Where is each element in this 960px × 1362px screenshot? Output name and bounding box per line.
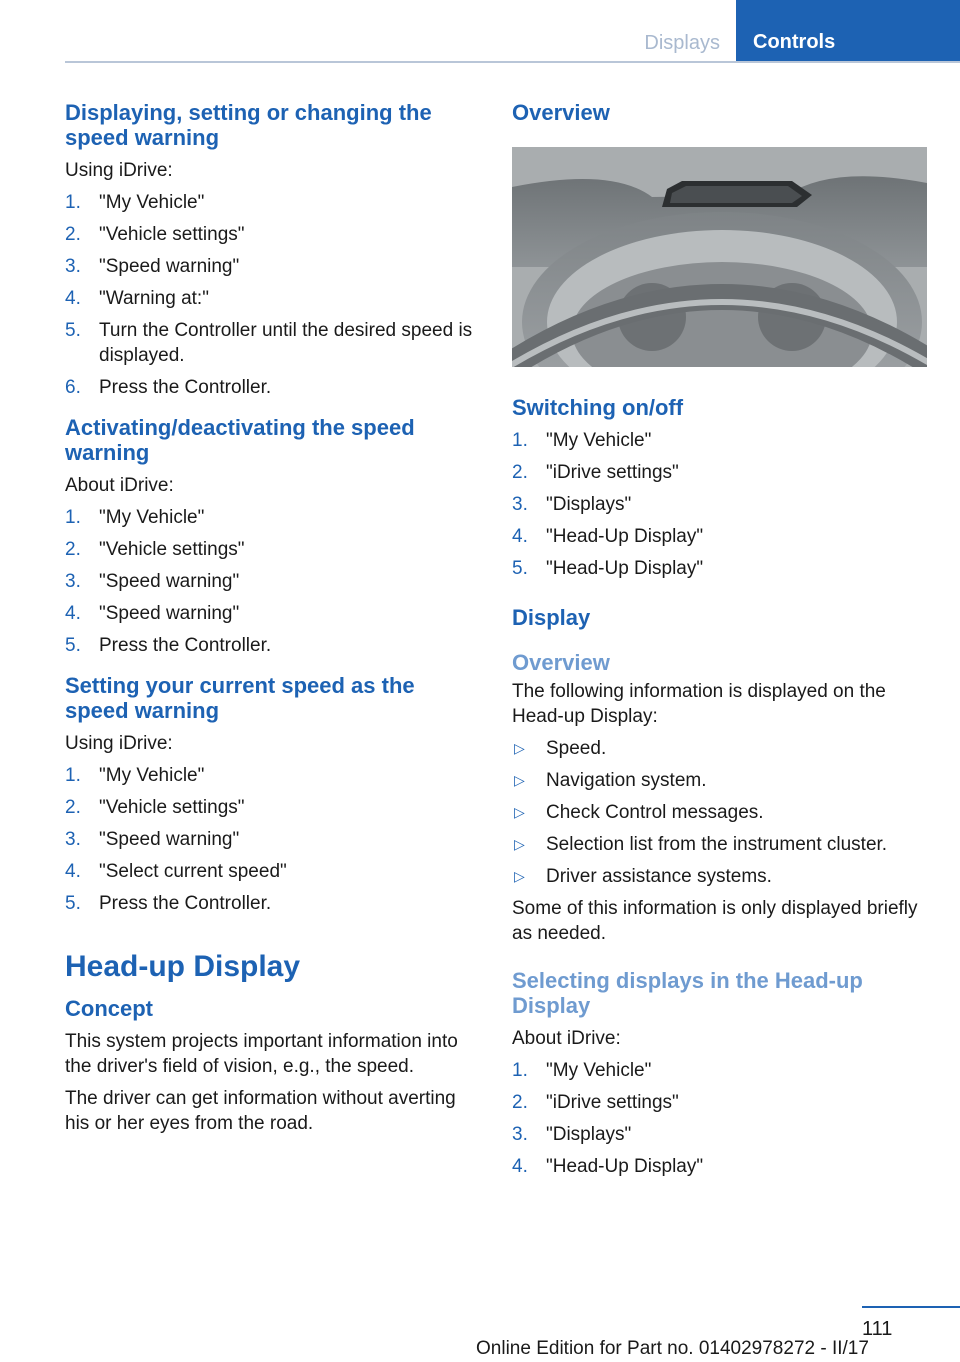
step-text: "Warning at:" bbox=[99, 288, 209, 309]
section-title-switching: Switching on/off bbox=[512, 395, 684, 420]
list-item bbox=[65, 254, 480, 279]
step-number: 3. bbox=[65, 571, 81, 592]
bullet-text: Driver assistance systems. bbox=[546, 866, 772, 887]
section-title-current-speed-warning: Setting your current speed as the speed warning bbox=[65, 673, 415, 723]
step-number: 2. bbox=[512, 1092, 528, 1113]
list-item bbox=[65, 190, 480, 215]
list-item bbox=[65, 601, 480, 626]
section-title-display: Display bbox=[512, 605, 591, 630]
step-number: 3. bbox=[512, 1124, 528, 1145]
step-text: "Head-Up Display" bbox=[546, 558, 704, 579]
list-item bbox=[65, 633, 480, 658]
head-up-display-image bbox=[512, 147, 927, 367]
step-number: 2. bbox=[65, 224, 81, 245]
bullet-list bbox=[512, 736, 927, 889]
section-intro: Using iDrive: bbox=[65, 160, 173, 181]
step-text: "My Vehicle" bbox=[546, 1060, 652, 1081]
concept-paragraph-2: The driver can get information without averting his or her eyes from the road. bbox=[65, 1088, 456, 1134]
section-intro: Using iDrive: bbox=[65, 733, 173, 754]
list-item bbox=[65, 795, 480, 820]
list-item bbox=[65, 763, 480, 788]
step-text: "Displays" bbox=[546, 1124, 632, 1145]
list-item bbox=[65, 891, 480, 916]
step-number: 1. bbox=[512, 1060, 528, 1081]
section-title-activating-speed-warning: Activating/deactivating the speed warning bbox=[65, 415, 415, 465]
step-number: 5. bbox=[65, 320, 81, 341]
step-number: 1. bbox=[65, 192, 81, 213]
footer-divider bbox=[862, 1306, 960, 1308]
step-text: "Displays" bbox=[546, 494, 632, 515]
step-text: "Vehicle settings" bbox=[99, 797, 245, 818]
step-number: 1. bbox=[65, 765, 81, 786]
step-text: "iDrive settings" bbox=[546, 462, 679, 483]
step-text: "Vehicle settings" bbox=[99, 224, 245, 245]
tab-displays[interactable]: Displays bbox=[644, 32, 720, 54]
step-number: 6. bbox=[65, 377, 81, 398]
chapter-title-head-up-display: Head-up Display bbox=[65, 950, 301, 983]
step-text: "My Vehicle" bbox=[99, 765, 205, 786]
steps-list bbox=[512, 428, 927, 581]
step-number: 4. bbox=[65, 288, 81, 309]
step-text: Turn the Controller until the desired speed is displayed. bbox=[99, 320, 473, 366]
triangle-bullet-icon: ▷ bbox=[514, 740, 525, 756]
list-item bbox=[65, 375, 480, 400]
step-number: 2. bbox=[65, 539, 81, 560]
list-item bbox=[512, 460, 927, 485]
list-item bbox=[65, 859, 480, 884]
list-item bbox=[512, 864, 927, 889]
list-item bbox=[65, 827, 480, 852]
step-number: 5. bbox=[65, 893, 81, 914]
list-item bbox=[512, 768, 927, 793]
step-number: 3. bbox=[65, 256, 81, 277]
bullet-text: Selection list from the instrument cluster. bbox=[546, 834, 888, 855]
steps-list bbox=[512, 1058, 927, 1179]
triangle-bullet-icon: ▷ bbox=[514, 804, 525, 820]
edition-note: Online Edition for Part no. 01402978272 - II/17 bbox=[476, 1338, 869, 1359]
section-intro: About iDrive: bbox=[512, 1028, 621, 1049]
step-text: Press the Controller. bbox=[99, 635, 272, 656]
header-divider bbox=[65, 61, 960, 63]
step-text: "Speed warning" bbox=[99, 603, 240, 624]
list-item bbox=[65, 222, 480, 247]
step-text: "Speed warning" bbox=[99, 256, 240, 277]
step-number: 2. bbox=[65, 797, 81, 818]
step-text: "Speed warning" bbox=[99, 571, 240, 592]
list-item bbox=[512, 492, 927, 517]
page-number: 111 bbox=[862, 1318, 893, 1340]
triangle-bullet-icon: ▷ bbox=[514, 868, 525, 884]
step-text: Press the Controller. bbox=[99, 893, 272, 914]
section-title-overview: Overview bbox=[512, 100, 610, 125]
steps-list bbox=[65, 190, 480, 400]
step-number: 1. bbox=[512, 430, 528, 451]
subsection-title-overview: Overview bbox=[512, 650, 610, 675]
concept-paragraph-1: This system projects important information into the driver's field of vision, e.g., the speed. bbox=[65, 1031, 458, 1077]
step-number: 5. bbox=[65, 635, 81, 656]
step-text: "My Vehicle" bbox=[546, 430, 652, 451]
section-title-concept: Concept bbox=[65, 996, 153, 1021]
list-item bbox=[65, 537, 480, 562]
subsection-title-selecting-displays: Selecting displays in the Head-up Display bbox=[512, 968, 863, 1018]
list-item bbox=[65, 569, 480, 594]
step-text: "Vehicle settings" bbox=[99, 539, 245, 560]
step-number: 4. bbox=[512, 526, 528, 547]
page-header bbox=[65, 0, 960, 62]
step-number: 2. bbox=[512, 462, 528, 483]
left-column bbox=[65, 100, 480, 1143]
triangle-bullet-icon: ▷ bbox=[514, 836, 525, 852]
tab-controls[interactable] bbox=[736, 0, 960, 62]
list-item bbox=[512, 556, 927, 581]
list-item bbox=[512, 1122, 927, 1147]
step-text: "Head-Up Display" bbox=[546, 1156, 704, 1177]
display-intro: The following information is displayed on the Head-up Display: bbox=[512, 681, 886, 727]
step-number: 4. bbox=[65, 861, 81, 882]
list-item bbox=[512, 1154, 927, 1179]
list-item bbox=[65, 286, 480, 311]
step-text: "Speed warning" bbox=[99, 829, 240, 850]
list-item bbox=[512, 832, 927, 857]
list-item bbox=[512, 1058, 927, 1083]
list-item bbox=[65, 318, 480, 368]
step-text: "iDrive settings" bbox=[546, 1092, 679, 1113]
bullet-text: Check Control messages. bbox=[546, 802, 764, 823]
step-text: "My Vehicle" bbox=[99, 507, 205, 528]
step-text: "My Vehicle" bbox=[99, 192, 205, 213]
step-text: "Head-Up Display" bbox=[546, 526, 704, 547]
step-number: 5. bbox=[512, 558, 528, 579]
list-item bbox=[512, 428, 927, 453]
right-column bbox=[512, 100, 927, 1194]
steps-list bbox=[65, 763, 480, 916]
step-text: Press the Controller. bbox=[99, 377, 272, 398]
section-intro: About iDrive: bbox=[65, 475, 174, 496]
bullet-text: Speed. bbox=[546, 738, 607, 759]
list-item bbox=[65, 505, 480, 530]
dashboard-illustration bbox=[512, 147, 927, 367]
list-item bbox=[512, 1090, 927, 1115]
display-note: Some of this information is only displayed briefly as needed. bbox=[512, 898, 918, 944]
step-number: 4. bbox=[512, 1156, 528, 1177]
tab-controls-label: Controls bbox=[753, 31, 836, 53]
list-item bbox=[512, 800, 927, 825]
bullet-text: Navigation system. bbox=[546, 770, 707, 791]
section-title-speed-warning-settings: Displaying, setting or changing the speed warning bbox=[65, 100, 432, 150]
steps-list bbox=[65, 505, 480, 658]
step-text: "Select current speed" bbox=[99, 861, 287, 882]
step-number: 1. bbox=[65, 507, 81, 528]
list-item bbox=[512, 524, 927, 549]
step-number: 4. bbox=[65, 603, 81, 624]
step-number: 3. bbox=[65, 829, 81, 850]
triangle-bullet-icon: ▷ bbox=[514, 772, 525, 788]
step-number: 3. bbox=[512, 494, 528, 515]
list-item bbox=[512, 736, 927, 761]
